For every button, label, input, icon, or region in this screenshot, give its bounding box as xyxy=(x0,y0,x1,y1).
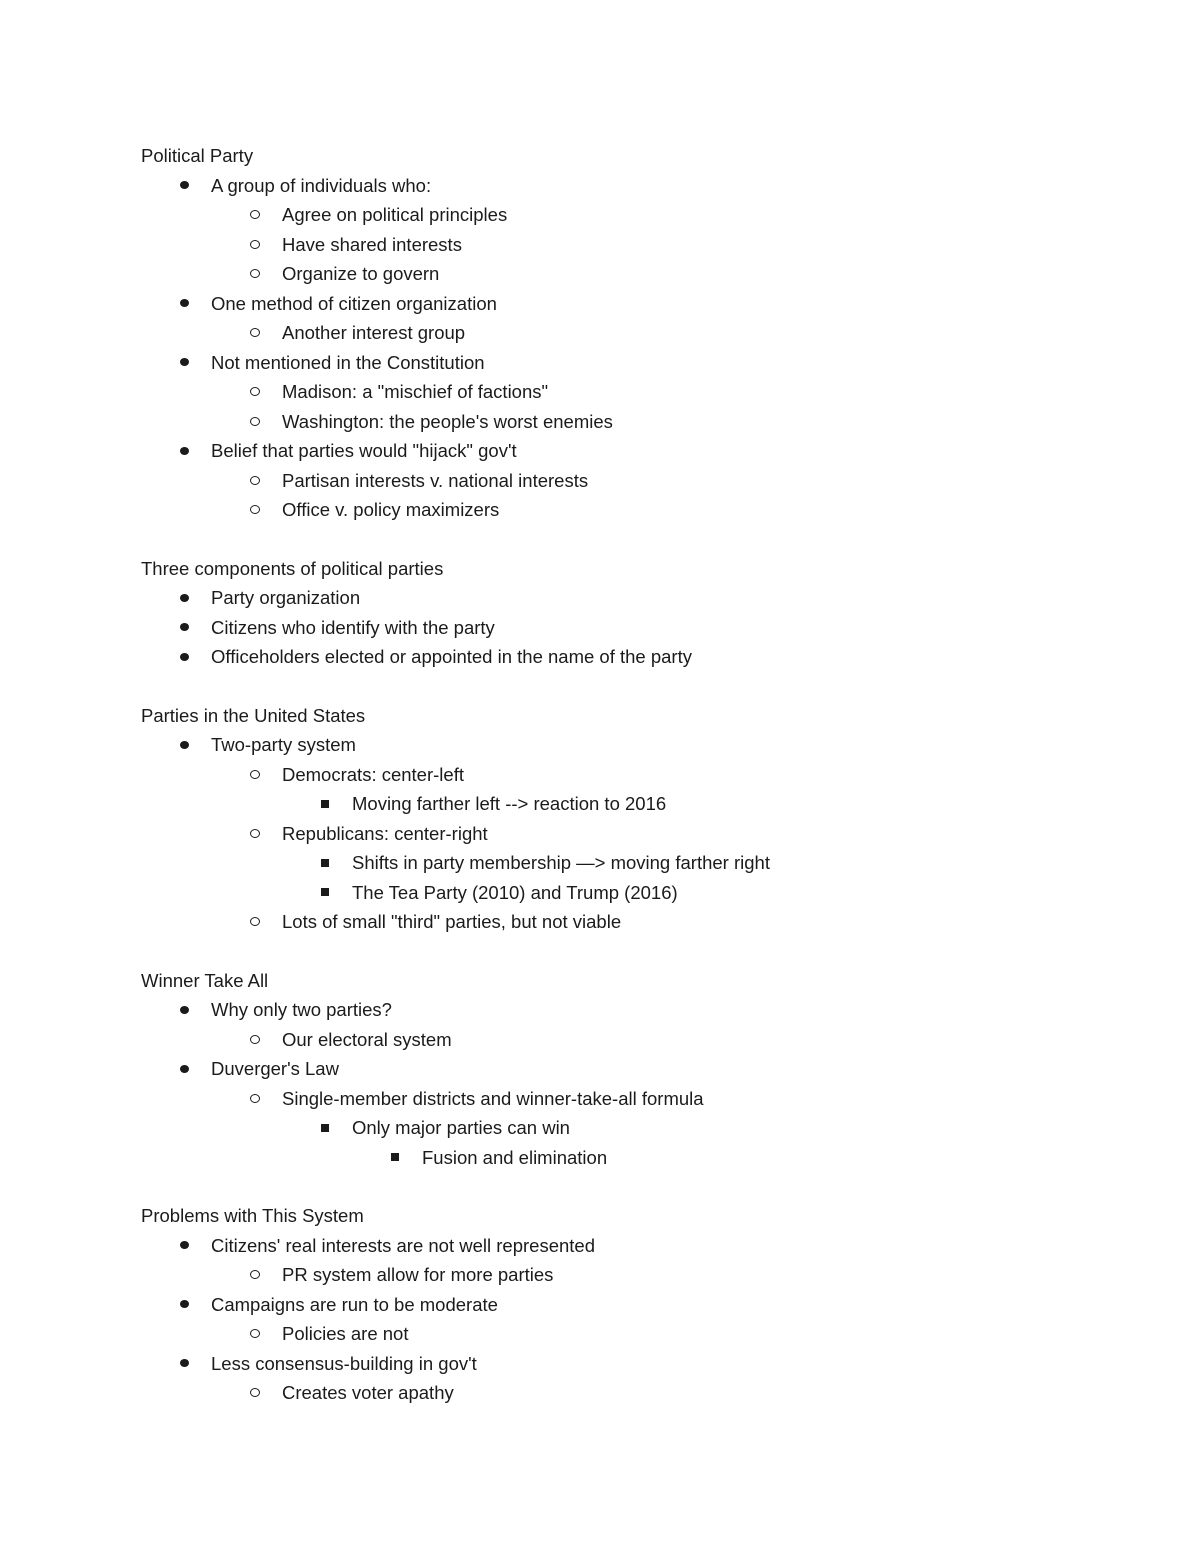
outline-item-level-2 xyxy=(141,1319,1121,1349)
hollow-circle-bullet-icon xyxy=(247,377,263,407)
square-bullet-icon xyxy=(317,848,333,878)
filled-circle-bullet-icon xyxy=(176,730,192,760)
outline-item-text: Republicans: center-right xyxy=(282,822,488,844)
outline-item-text: Policies are not xyxy=(282,1323,409,1344)
hollow-circle-bullet-icon xyxy=(247,1025,263,1055)
outline-item-level-1 xyxy=(141,1054,1121,1084)
outline-item-text: Only major parties can win xyxy=(352,1117,570,1138)
outline-item-text: Duverger's Law xyxy=(211,1058,339,1079)
filled-circle-bullet-icon xyxy=(176,995,192,1025)
section-heading: Three components of political parties xyxy=(141,557,444,579)
filled-circle-bullet-icon xyxy=(176,1231,192,1261)
section-heading: Political Party xyxy=(141,145,254,166)
outline-item-level-1 xyxy=(141,348,1121,378)
outline-item-level-3 xyxy=(141,878,1121,908)
hollow-circle-bullet-icon xyxy=(247,1378,263,1408)
outline-item-level-3 xyxy=(141,848,1121,878)
outline-item-text: Campaigns are run to be moderate xyxy=(211,1293,498,1315)
outline-item-text: Have shared interests xyxy=(282,233,462,255)
outline-item-text: Officeholders elected or appointed in the name of the party xyxy=(211,646,692,667)
outline-item-level-2 xyxy=(141,1025,1121,1055)
notes-section xyxy=(141,966,1121,1173)
square-bullet-icon xyxy=(317,1113,333,1143)
outline-item-text: PR system allow for more parties xyxy=(282,1264,554,1285)
outline-item-level-1 xyxy=(141,171,1121,201)
filled-circle-bullet-icon xyxy=(176,348,192,378)
outline-item-level-2 xyxy=(141,760,1121,790)
filled-circle-bullet-icon xyxy=(176,642,192,672)
outline-item-level-1 xyxy=(141,730,1121,760)
hollow-circle-bullet-icon xyxy=(247,259,263,289)
outline-item-text: Citizens who identify with the party xyxy=(211,616,495,638)
outline-item-text: Shifts in party membership —> moving farther right xyxy=(352,852,770,873)
outline-item-text: Why only two parties? xyxy=(211,999,392,1020)
section-heading: Problems with This System xyxy=(141,1205,364,1226)
outline-item-text: Two-party system xyxy=(211,734,356,755)
notes-section xyxy=(141,554,1121,672)
outline-item-text: Lots of small "third" parties, but not viable xyxy=(282,911,622,932)
filled-circle-bullet-icon xyxy=(176,289,192,319)
outline-item-level-1 xyxy=(141,436,1121,466)
outline-item-level-1 xyxy=(141,1349,1121,1379)
outline-item-level-1 xyxy=(141,583,1121,613)
outline-item-level-2 xyxy=(141,1260,1121,1290)
outline-item-level-1 xyxy=(141,995,1121,1025)
outline-item-level-1 xyxy=(141,289,1121,319)
outline-item-text: Another interest group xyxy=(282,322,466,343)
outline-item-level-3 xyxy=(141,789,1121,819)
outline-item-text: Single-member districts and winner-take-all formula xyxy=(282,1087,704,1109)
outline-item-text: Organize to govern xyxy=(282,263,440,284)
filled-circle-bullet-icon xyxy=(176,613,192,643)
section-heading: Winner Take All xyxy=(141,969,269,991)
filled-circle-bullet-icon xyxy=(176,1349,192,1379)
filled-circle-bullet-icon xyxy=(176,436,192,466)
filled-circle-bullet-icon xyxy=(176,1054,192,1084)
outline-item-level-2 xyxy=(141,466,1121,496)
outline-item-text: Not mentioned in the Constitution xyxy=(211,351,485,373)
notes-section xyxy=(141,1201,1121,1408)
outline-item-level-2 xyxy=(141,1378,1121,1408)
outline-item-level-1 xyxy=(141,613,1121,643)
outline-item-text: A group of individuals who: xyxy=(211,174,432,196)
hollow-circle-bullet-icon xyxy=(247,819,263,849)
outline-item-text: Office v. policy maximizers xyxy=(282,499,500,520)
section-heading: Parties in the United States xyxy=(141,704,366,726)
outline-item-text: Washington: the people's worst enemies xyxy=(282,410,613,432)
document-content xyxy=(141,141,1121,1437)
outline-item-level-4 xyxy=(141,1143,1121,1173)
filled-circle-bullet-icon xyxy=(176,583,192,613)
outline-item-text: Creates voter apathy xyxy=(282,1382,454,1403)
hollow-circle-bullet-icon xyxy=(247,407,263,437)
outline-item-level-2 xyxy=(141,495,1121,525)
hollow-circle-bullet-icon xyxy=(247,760,263,790)
outline-item-level-2 xyxy=(141,230,1121,260)
outline-item-text: Citizens' real interests are not well represented xyxy=(211,1234,595,1256)
hollow-circle-bullet-icon xyxy=(247,466,263,496)
hollow-circle-bullet-icon xyxy=(247,1319,263,1349)
outline-item-text: Less consensus-building in gov't xyxy=(211,1352,477,1374)
outline-item-text: Moving farther left --> reaction to 2016 xyxy=(352,793,667,814)
hollow-circle-bullet-icon xyxy=(247,230,263,260)
outline-item-text: Belief that parties would "hijack" gov't xyxy=(211,440,517,461)
hollow-circle-bullet-icon xyxy=(247,1084,263,1114)
outline-item-text: Democrats: center-left xyxy=(282,763,464,785)
hollow-circle-bullet-icon xyxy=(247,1260,263,1290)
outline-item-level-2 xyxy=(141,907,1121,937)
outline-item-level-2 xyxy=(141,377,1121,407)
filled-circle-bullet-icon xyxy=(176,171,192,201)
outline-item-text: Our electoral system xyxy=(282,1028,452,1050)
outline-item-level-2 xyxy=(141,259,1121,289)
outline-item-level-2 xyxy=(141,200,1121,230)
square-bullet-icon xyxy=(387,1143,403,1173)
notes-section xyxy=(141,701,1121,937)
outline-item-text: Agree on political principles xyxy=(282,204,508,225)
outline-item-text: Fusion and elimination xyxy=(422,1146,608,1168)
outline-item-level-2 xyxy=(141,318,1121,348)
hollow-circle-bullet-icon xyxy=(247,907,263,937)
hollow-circle-bullet-icon xyxy=(247,495,263,525)
outline-item-text: Party organization xyxy=(211,587,361,608)
square-bullet-icon xyxy=(317,878,333,908)
outline-item-text: Partisan interests v. national interests xyxy=(282,469,589,491)
filled-circle-bullet-icon xyxy=(176,1290,192,1320)
outline-item-level-1 xyxy=(141,1231,1121,1261)
outline-item-text: Madison: a "mischief of factions" xyxy=(282,381,549,402)
outline-item-text: One method of citizen organization xyxy=(211,292,497,314)
hollow-circle-bullet-icon xyxy=(247,318,263,348)
outline-item-level-1 xyxy=(141,1290,1121,1320)
outline-item-level-1 xyxy=(141,642,1121,672)
outline-item-level-2 xyxy=(141,407,1121,437)
outline-item-level-3 xyxy=(141,1113,1121,1143)
square-bullet-icon xyxy=(317,789,333,819)
outline-item-level-2 xyxy=(141,819,1121,849)
hollow-circle-bullet-icon xyxy=(247,200,263,230)
outline-item-level-2 xyxy=(141,1084,1121,1114)
outline-item-text: The Tea Party (2010) and Trump (2016) xyxy=(352,881,678,903)
notes-section xyxy=(141,141,1121,525)
